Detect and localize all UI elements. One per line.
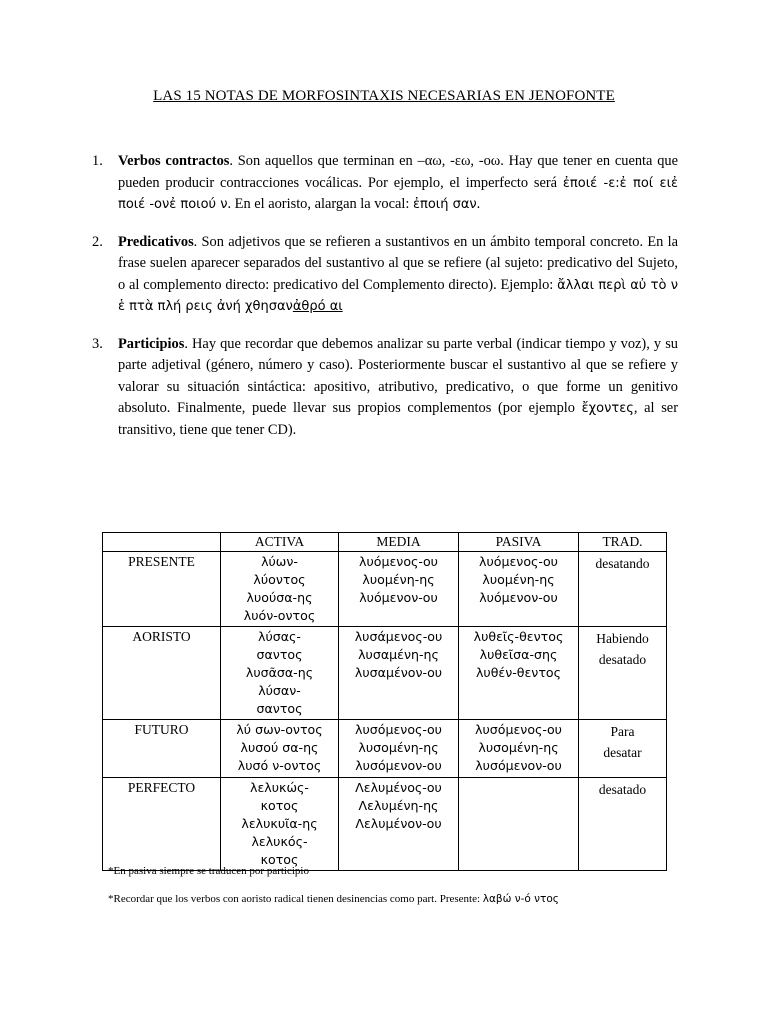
page-title: LAS 15 NOTAS DE MORFOSINTAXIS NECESARIAS EN JENOFONTE bbox=[153, 88, 615, 104]
form-line: λελυκώς- bbox=[250, 780, 309, 795]
form-line: σαντος bbox=[256, 701, 303, 716]
cell-trad bbox=[579, 720, 667, 778]
note-predicativos bbox=[92, 232, 679, 318]
form-line: λυομένη-ης bbox=[362, 572, 435, 587]
note-heading: Predicativos bbox=[118, 233, 194, 250]
form-line: λυσόμενον-ου bbox=[355, 758, 442, 773]
cell-activa bbox=[221, 720, 339, 778]
greek-example: ἄλλαι περὶ αὐ τὸ ν ἑ πτὰ πλή ρεις ἀνή χθησαν bbox=[118, 277, 679, 314]
note-heading: Verbos contractos bbox=[118, 153, 230, 169]
form-line: κοτος bbox=[260, 798, 299, 813]
greek-example: ἐποιέ -ε:ἐ ποί ειἐ ποιέ -ονἐ ποιού ν bbox=[118, 175, 679, 212]
greek-predicative: ἀθρό αι bbox=[292, 299, 343, 314]
row-label: AORISTO bbox=[103, 627, 221, 720]
form-line: λυσάμενος-ου bbox=[354, 629, 443, 644]
cell-media bbox=[339, 552, 459, 627]
table-row bbox=[103, 552, 667, 627]
note-text: . En el aoristo, alargan la vocal: bbox=[227, 196, 413, 212]
form-line: λύοντος bbox=[253, 572, 306, 587]
row-label: FUTURO bbox=[103, 720, 221, 778]
header-cell: MEDIA bbox=[339, 533, 459, 552]
cell-pasiva bbox=[459, 627, 579, 720]
form-line: λυσού σα-ης bbox=[240, 740, 319, 755]
form-line: λυθεῖσα-σης bbox=[479, 647, 558, 662]
trad-line: desatando bbox=[595, 556, 650, 571]
note-participios bbox=[92, 334, 678, 442]
footnote bbox=[108, 893, 559, 905]
form-line: λυθέν-θεντος bbox=[475, 665, 562, 680]
form-line: λυσομένη-ης bbox=[358, 740, 439, 755]
trad-line: Para bbox=[610, 724, 635, 739]
trad-line: desatado bbox=[598, 782, 647, 797]
table-row bbox=[103, 627, 667, 720]
cell-activa bbox=[221, 627, 339, 720]
form-line: λυομένη-ης bbox=[482, 572, 555, 587]
form-line: λυσομένη-ης bbox=[478, 740, 559, 755]
form-line: λυόν-οντος bbox=[243, 608, 316, 623]
header-cell: TRAD. bbox=[579, 533, 667, 552]
form-line: σαντος bbox=[256, 647, 303, 662]
note-text: . Son aquellos que terminan en –αω, -εω, -οω. Hay que tener en cuenta que pueden producir contracciones vocálicas. Por ejemplo, el imperfecto será bbox=[118, 153, 678, 191]
trad-line: desatado bbox=[598, 652, 647, 667]
form-line: κοτος bbox=[260, 852, 299, 867]
note-text: . Son adjetivos que se refieren a sustantivos en un ámbito temporal concreto. En la frase suelen aparecer separados del sustantivo al que se refiere (al sujeto: predicativo del Sujeto, o al complemento directo: predicativo del Complemento directo). Ejemplo: bbox=[118, 233, 678, 293]
table-header-row bbox=[103, 533, 667, 552]
note-text: . Hay que recordar que debemos analizar su parte verbal (indicar tiempo y voz), y su parte adjetival (género, número y caso). Posteriormente buscar el sustantivo al que se refiere y valorar su situación sintáctica: apositivo, atributivo, predicativo, o que forme un genitivo absoluto. Finalmente, puede llevar sus propios complementos (por ejemplo bbox=[118, 335, 678, 416]
form-line: λυσόμενον-ου bbox=[475, 758, 562, 773]
note-text: , al ser transitivo, tiene que tener CD). bbox=[118, 400, 678, 438]
cell-pasiva bbox=[459, 552, 579, 627]
form-line: λελυκυῖα-ης bbox=[241, 816, 318, 831]
cell-media bbox=[339, 778, 459, 871]
form-line: λύ σων-οντος bbox=[236, 722, 323, 737]
trad-line: Habiendo bbox=[596, 631, 649, 646]
table-body bbox=[103, 552, 667, 871]
form-line: λελυκός- bbox=[251, 834, 308, 849]
cell-media bbox=[339, 720, 459, 778]
form-line: λυσό ν-οντος bbox=[237, 758, 322, 773]
greek-example: λαβώ ν-ό ντος bbox=[482, 893, 559, 905]
form-line: λυσᾶσα-ης bbox=[245, 665, 314, 680]
cell-trad bbox=[579, 552, 667, 627]
cell-trad bbox=[579, 627, 667, 720]
greek-example: ἐποιή σαν bbox=[413, 197, 477, 212]
note-verbos-contractos bbox=[92, 151, 679, 216]
header-cell: PASIVA bbox=[459, 533, 579, 552]
footnote: *En pasiva siempre se traducen por participio bbox=[108, 865, 309, 877]
form-line: λυσόμενος-ου bbox=[355, 722, 442, 737]
trad-line: desatar bbox=[603, 745, 642, 760]
form-line: λύσας- bbox=[258, 629, 301, 644]
form-line: λυόμενος-ου bbox=[359, 554, 438, 569]
form-line: λυούσα-ης bbox=[246, 590, 313, 605]
greek-example: ἔχοντες bbox=[581, 401, 634, 416]
form-line: λυσαμένη-ης bbox=[358, 647, 439, 662]
form-line: λύων- bbox=[261, 554, 298, 569]
notes-list bbox=[92, 151, 679, 457]
form-line: Λελυμένη-ης bbox=[358, 798, 439, 813]
cell-pasiva bbox=[459, 720, 579, 778]
table-row bbox=[103, 778, 667, 871]
form-line: λυσόμενος-ου bbox=[475, 722, 562, 737]
note-heading: Participios bbox=[118, 335, 185, 352]
form-line: Λελυμένον-ου bbox=[355, 816, 442, 831]
cell-trad bbox=[579, 778, 667, 871]
cell-pasiva bbox=[459, 778, 579, 871]
header-cell bbox=[103, 533, 221, 552]
form-line: λυόμενον-ου bbox=[359, 590, 438, 605]
cell-activa bbox=[221, 778, 339, 871]
form-line: λυόμενον-ου bbox=[479, 590, 558, 605]
cell-activa bbox=[221, 552, 339, 627]
list-number: 1. bbox=[92, 153, 103, 169]
cell-media bbox=[339, 627, 459, 720]
form-line: λυθεῖς-θεντος bbox=[473, 629, 564, 644]
table-row bbox=[103, 720, 667, 778]
row-label: PRESENTE bbox=[103, 552, 221, 627]
list-number: 3. bbox=[92, 335, 103, 352]
row-label: PERFECTO bbox=[103, 778, 221, 871]
form-line: Λελυμένος-ου bbox=[355, 780, 442, 795]
footnote-text: *Recordar que los verbos con aoristo radical tienen desinencias como part. Presente: bbox=[108, 893, 483, 905]
header-cell: ACTIVA bbox=[221, 533, 339, 552]
form-line: λύσαν- bbox=[258, 683, 301, 698]
form-line: λυόμενος-ου bbox=[479, 554, 558, 569]
form-line: λυσαμένον-ου bbox=[354, 665, 443, 680]
participle-table bbox=[102, 532, 667, 871]
note-text: . bbox=[476, 196, 481, 212]
list-number: 2. bbox=[92, 233, 103, 250]
